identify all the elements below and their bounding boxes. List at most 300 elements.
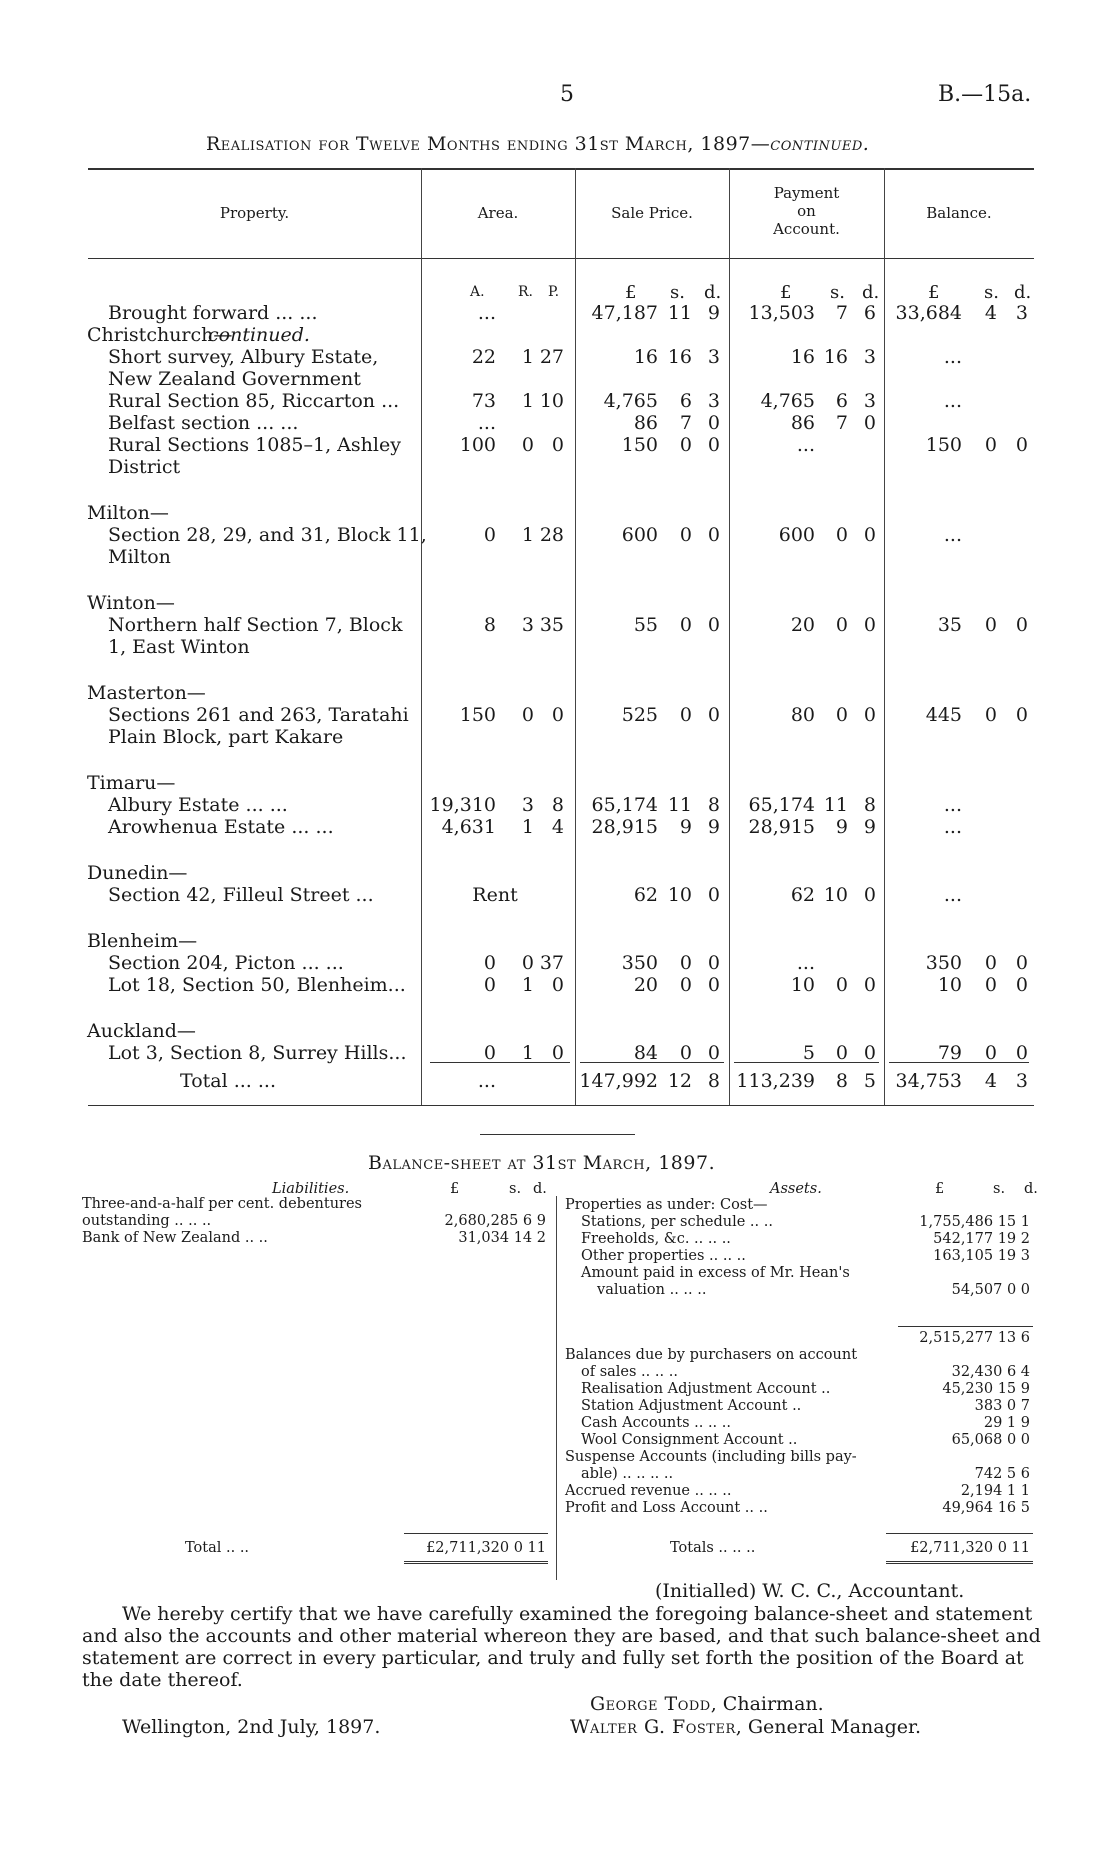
sale-cell: 7 bbox=[679, 412, 692, 434]
paid-cell: 0 bbox=[863, 704, 876, 726]
bal-cell: 33,684 bbox=[895, 302, 962, 324]
area-cell: 8 bbox=[551, 794, 564, 816]
paid-cell: 13,503 bbox=[748, 302, 815, 324]
property-label: Section 204, Picton ... ... bbox=[108, 952, 344, 974]
col-header-payment-line: Payment bbox=[773, 184, 840, 202]
col-header-area: Area. bbox=[477, 204, 519, 222]
area-cell: ... bbox=[477, 302, 496, 324]
sale-cell: 0 bbox=[707, 1042, 720, 1064]
liab-unit-pounds: £ bbox=[450, 1181, 460, 1197]
certification-line: statement are correct in every particular, and truly and fully set forth the position of the Board at bbox=[82, 1647, 1024, 1669]
asset-label: of sales .. .. .. bbox=[581, 1364, 678, 1380]
area-cell: 0 bbox=[483, 952, 496, 974]
balance-sheet-divider bbox=[556, 1196, 557, 1580]
table-row bbox=[0, 502, 1114, 524]
sale-cell: 86 bbox=[633, 412, 658, 434]
unit-roods: R. bbox=[518, 284, 533, 300]
sale-cell: 600 bbox=[621, 524, 658, 546]
sale-cell: 62 bbox=[633, 884, 658, 906]
paid-cell: 4,765 bbox=[760, 390, 815, 412]
property-label: Short survey, Albury Estate, bbox=[108, 346, 379, 368]
sale-cell: 0 bbox=[707, 434, 720, 456]
unit-pence: d. bbox=[862, 282, 880, 303]
liability-value: 2,680,285 6 9 bbox=[444, 1213, 546, 1229]
asset-value: 65,068 0 0 bbox=[951, 1432, 1030, 1448]
paid-cell: 6 bbox=[863, 302, 876, 324]
unit-pounds: £ bbox=[780, 282, 792, 303]
liab-unit-shillings: s. bbox=[509, 1181, 522, 1197]
bal-cell: ... bbox=[943, 390, 962, 412]
property-label: 1, East Winton bbox=[108, 636, 250, 658]
property-label: Plain Block, part Kakare bbox=[108, 726, 344, 748]
property-label: Sections 261 and 263, Taratahi bbox=[108, 704, 409, 726]
bal-cell: ... bbox=[943, 524, 962, 546]
unit-pounds: £ bbox=[928, 282, 940, 303]
sale-cell: 9 bbox=[707, 816, 720, 838]
assets-total-double-rule bbox=[886, 1561, 1033, 1564]
chairman-role: , Chairman. bbox=[710, 1693, 824, 1715]
sale-cell: 350 bbox=[621, 952, 658, 974]
asset-label: Stations, per schedule .. .. bbox=[581, 1214, 773, 1230]
property-label: New Zealand Government bbox=[108, 368, 361, 390]
bal-cell: 35 bbox=[937, 614, 962, 636]
area-cell: Rent bbox=[472, 884, 518, 906]
bal-cell: ... bbox=[943, 794, 962, 816]
sale-cell: 0 bbox=[707, 412, 720, 434]
certification-line: We hereby certify that we have carefully examined the foregoing balance-sheet and statement bbox=[122, 1603, 1033, 1625]
paid-cell: 0 bbox=[835, 614, 848, 636]
sale-cell: 3 bbox=[707, 346, 720, 368]
sale-cell: 55 bbox=[633, 614, 658, 636]
area-cell: 0 bbox=[483, 1042, 496, 1064]
col-header-payment-line: on bbox=[797, 202, 816, 220]
paid-cell: 80 bbox=[790, 704, 815, 726]
table-row bbox=[0, 1020, 1114, 1042]
table-row bbox=[0, 930, 1114, 952]
sale-cell: 65,174 bbox=[591, 794, 658, 816]
asset-unit-shillings: s. bbox=[993, 1181, 1006, 1197]
asset-value: 2,515,277 13 6 bbox=[919, 1330, 1030, 1346]
table-row bbox=[0, 704, 1114, 726]
asset-unit-pence: d. bbox=[1024, 1181, 1038, 1197]
col-header-sale-price: Sale Price. bbox=[611, 204, 693, 222]
property-label: Blenheim— bbox=[87, 930, 198, 952]
paid-cell: 0 bbox=[835, 1042, 848, 1064]
asset-label: Cash Accounts .. .. .. bbox=[581, 1415, 731, 1431]
asset-value: 45,230 15 9 bbox=[942, 1381, 1030, 1397]
area-cell: 0 bbox=[551, 434, 564, 456]
sale-cell: 0 bbox=[679, 952, 692, 974]
area-cell: 0 bbox=[483, 974, 496, 996]
paid-cell: 16 bbox=[790, 346, 815, 368]
sale-cell: 0 bbox=[679, 974, 692, 996]
sale-cell: 16 bbox=[633, 346, 658, 368]
asset-unit-pounds: £ bbox=[935, 1181, 945, 1197]
unit-pounds: £ bbox=[625, 282, 637, 303]
area-cell: 0 bbox=[483, 524, 496, 546]
property-label: Section 28, 29, and 31, Block 11, bbox=[108, 524, 427, 546]
table-title-continued: continued. bbox=[770, 133, 870, 155]
paid-cell: 6 bbox=[835, 390, 848, 412]
chairman-name: George Todd bbox=[590, 1693, 711, 1715]
property-label: Milton bbox=[108, 546, 171, 568]
table-row bbox=[0, 794, 1114, 816]
area-cell: 1 bbox=[521, 346, 534, 368]
paid-cell: 0 bbox=[863, 884, 876, 906]
col-header-property: Property. bbox=[219, 204, 290, 222]
area-cell: 0 bbox=[551, 1042, 564, 1064]
bal-cell: 0 bbox=[1015, 614, 1028, 636]
assets-total-value: £2,711,320 0 11 bbox=[910, 1540, 1030, 1556]
area-cell: 8 bbox=[483, 614, 496, 636]
table-row bbox=[0, 772, 1114, 794]
property-label: Total ... ... bbox=[180, 1070, 276, 1092]
paid-cell: 65,174 bbox=[748, 794, 815, 816]
property-label: Rural Sections 1085–1, Ashley bbox=[108, 434, 401, 456]
property-label: Winton— bbox=[87, 592, 175, 614]
unit-pence: d. bbox=[704, 282, 722, 303]
area-cell: 0 bbox=[521, 952, 534, 974]
bal-cell: 3 bbox=[1015, 1070, 1028, 1092]
asset-label: Freeholds, &c. .. .. .. bbox=[581, 1231, 731, 1247]
area-cell: ... bbox=[477, 1070, 496, 1092]
sale-cell: 0 bbox=[707, 884, 720, 906]
asset-value: 163,105 19 3 bbox=[933, 1248, 1030, 1264]
asset-label: Realisation Adjustment Account .. bbox=[581, 1381, 831, 1397]
sale-cell: 0 bbox=[679, 704, 692, 726]
property-label: Northern half Section 7, Block bbox=[108, 614, 403, 636]
property-label: Christchurch— bbox=[87, 324, 233, 346]
asset-label: Profit and Loss Account .. .. bbox=[565, 1500, 768, 1516]
paid-cell: 0 bbox=[835, 524, 848, 546]
liab-total-double-rule bbox=[404, 1561, 548, 1564]
liability-label: outstanding .. .. .. bbox=[82, 1213, 212, 1229]
paid-cell: 8 bbox=[863, 794, 876, 816]
paid-cell: 9 bbox=[863, 816, 876, 838]
area-cell: 0 bbox=[551, 704, 564, 726]
paid-cell: 5 bbox=[863, 1070, 876, 1092]
property-label: Timaru— bbox=[87, 772, 176, 794]
certification-line: and also the accounts and other material whereon they are based, and that such balance-sheet and bbox=[82, 1625, 1041, 1647]
property-label: District bbox=[108, 456, 181, 478]
col-header-balance: Balance. bbox=[926, 204, 992, 222]
sale-cell: 8 bbox=[707, 794, 720, 816]
bal-cell: 0 bbox=[984, 614, 997, 636]
unit-pence: d. bbox=[1014, 282, 1032, 303]
paid-cell: 28,915 bbox=[748, 816, 815, 838]
sale-cell: 150 bbox=[621, 434, 658, 456]
asset-value: 29 1 9 bbox=[983, 1415, 1030, 1431]
paid-cell: 0 bbox=[863, 524, 876, 546]
area-cell: 0 bbox=[551, 974, 564, 996]
paid-cell: ... bbox=[796, 434, 815, 456]
area-cell: 35 bbox=[539, 614, 564, 636]
bal-cell: 4 bbox=[984, 302, 997, 324]
table-title bbox=[206, 133, 869, 155]
area-cell: 1 bbox=[521, 974, 534, 996]
asset-label: able) .. .. .. .. bbox=[581, 1466, 674, 1482]
assets-heading: Assets. bbox=[770, 1181, 822, 1197]
sale-cell: 28,915 bbox=[591, 816, 658, 838]
bal-cell: 10 bbox=[937, 974, 962, 996]
property-label: Auckland— bbox=[87, 1020, 196, 1042]
assets-total-label: Totals .. .. .. bbox=[670, 1540, 756, 1556]
sale-cell: 16 bbox=[667, 346, 692, 368]
asset-value: 54,507 0 0 bbox=[951, 1282, 1030, 1298]
assets-total-rule bbox=[886, 1533, 1033, 1534]
assets-subtotal-rule bbox=[898, 1326, 1033, 1327]
asset-label: Balances due by purchasers on account bbox=[565, 1347, 858, 1363]
bal-cell: ... bbox=[943, 884, 962, 906]
signature-manager bbox=[570, 1716, 921, 1738]
property-label: Arowhenua Estate ... ... bbox=[108, 816, 334, 838]
paid-cell: 10 bbox=[790, 974, 815, 996]
balance-sheet-title: Balance-sheet at 31st March, 1897. bbox=[368, 1152, 716, 1174]
unit-acres: A. bbox=[470, 284, 485, 300]
table-row bbox=[0, 636, 1114, 658]
property-label: Rural Section 85, Riccarton ... bbox=[108, 390, 400, 412]
sale-cell: 8 bbox=[707, 1070, 720, 1092]
asset-label: Properties as under: Cost— bbox=[565, 1197, 768, 1213]
asset-value: 2,194 1 1 bbox=[960, 1483, 1030, 1499]
sale-cell: 47,187 bbox=[591, 302, 658, 324]
area-cell: 4,631 bbox=[441, 816, 496, 838]
signature-chairman bbox=[590, 1693, 824, 1715]
area-cell: 19,310 bbox=[429, 794, 496, 816]
sale-cell: 525 bbox=[621, 704, 658, 726]
bal-cell: 0 bbox=[984, 1042, 997, 1064]
sale-cell: 84 bbox=[633, 1042, 658, 1064]
area-cell: 37 bbox=[539, 952, 564, 974]
sale-cell: 0 bbox=[707, 614, 720, 636]
table-row bbox=[0, 682, 1114, 704]
table-row bbox=[0, 614, 1114, 636]
bal-cell: 34,753 bbox=[895, 1070, 962, 1092]
sale-cell: 0 bbox=[707, 974, 720, 996]
paid-cell: 7 bbox=[835, 302, 848, 324]
bal-cell: 0 bbox=[1015, 704, 1028, 726]
table-row bbox=[0, 456, 1114, 478]
area-cell: 3 bbox=[521, 614, 534, 636]
asset-label: Wool Consignment Account .. bbox=[581, 1432, 798, 1448]
bal-cell: ... bbox=[943, 346, 962, 368]
bal-cell: 445 bbox=[925, 704, 962, 726]
sale-cell: 11 bbox=[667, 794, 692, 816]
area-cell: ... bbox=[477, 412, 496, 434]
bal-cell: 79 bbox=[937, 1042, 962, 1064]
property-label: Section 42, Filleul Street ... bbox=[108, 884, 374, 906]
table-top-rule bbox=[88, 168, 1034, 170]
asset-value: 383 0 7 bbox=[974, 1398, 1030, 1414]
paid-cell: 0 bbox=[835, 704, 848, 726]
sale-cell: 11 bbox=[667, 302, 692, 324]
sale-cell: 0 bbox=[707, 524, 720, 546]
bal-cell: 3 bbox=[1015, 302, 1028, 324]
table-row bbox=[0, 412, 1114, 434]
total-rule bbox=[889, 1062, 1029, 1063]
place-date: Wellington, 2nd July, 1897. bbox=[122, 1716, 381, 1738]
bal-cell: 0 bbox=[984, 704, 997, 726]
sale-cell: 10 bbox=[667, 884, 692, 906]
table-title-main: Realisation for Twelve Months ending 31st March, 1897— bbox=[206, 133, 771, 155]
bal-cell: 350 bbox=[925, 952, 962, 974]
area-cell: 73 bbox=[471, 390, 496, 412]
area-cell: 1 bbox=[521, 524, 534, 546]
unit-shillings: s. bbox=[670, 282, 685, 303]
sale-cell: 0 bbox=[679, 434, 692, 456]
asset-value: 49,964 16 5 bbox=[942, 1500, 1030, 1516]
property-label: Milton— bbox=[87, 502, 169, 524]
bal-cell: 4 bbox=[984, 1070, 997, 1092]
table-row bbox=[0, 592, 1114, 614]
area-cell: 22 bbox=[471, 346, 496, 368]
area-cell: 0 bbox=[521, 434, 534, 456]
paid-cell: 9 bbox=[835, 816, 848, 838]
property-label-continued: continued. bbox=[208, 324, 310, 346]
asset-label: valuation .. .. .. bbox=[597, 1282, 707, 1298]
page-number: 5 bbox=[560, 82, 574, 107]
sale-cell: 147,992 bbox=[579, 1070, 658, 1092]
liability-value: 31,034 14 2 bbox=[458, 1230, 546, 1246]
sale-cell: 6 bbox=[679, 390, 692, 412]
liability-label: Three-and-a-half per cent. debentures bbox=[82, 1196, 362, 1212]
bal-cell: 0 bbox=[984, 434, 997, 456]
total-rule bbox=[430, 1062, 570, 1063]
sale-cell: 4,765 bbox=[603, 390, 658, 412]
area-cell: 3 bbox=[521, 794, 534, 816]
sale-cell: 20 bbox=[633, 974, 658, 996]
paid-cell: 0 bbox=[835, 974, 848, 996]
property-label: Albury Estate ... ... bbox=[108, 794, 288, 816]
paid-cell: 5 bbox=[802, 1042, 815, 1064]
bal-cell: 0 bbox=[984, 974, 997, 996]
paid-cell: 8 bbox=[835, 1070, 848, 1092]
table-row bbox=[0, 302, 1114, 324]
bal-cell: 0 bbox=[1015, 1042, 1028, 1064]
table-row bbox=[0, 862, 1114, 884]
manager-role: , General Manager. bbox=[735, 1716, 922, 1738]
asset-label: Amount paid in excess of Mr. Hean's bbox=[581, 1265, 850, 1281]
sale-cell: 0 bbox=[679, 1042, 692, 1064]
bal-cell: 0 bbox=[1015, 952, 1028, 974]
property-label: Masterton— bbox=[87, 682, 206, 704]
paid-cell: 0 bbox=[863, 412, 876, 434]
table-row bbox=[0, 1042, 1114, 1064]
paid-cell: 20 bbox=[790, 614, 815, 636]
bal-cell: 0 bbox=[1015, 974, 1028, 996]
sale-cell: 9 bbox=[679, 816, 692, 838]
paid-cell: 62 bbox=[790, 884, 815, 906]
paid-cell: 600 bbox=[778, 524, 815, 546]
property-label: Lot 18, Section 50, Blenheim... bbox=[108, 974, 406, 996]
paid-cell: 0 bbox=[863, 614, 876, 636]
liabilities-heading: Liabilities. bbox=[272, 1181, 350, 1197]
paid-cell: 10 bbox=[823, 884, 848, 906]
area-cell: 100 bbox=[459, 434, 496, 456]
paid-cell: 3 bbox=[863, 346, 876, 368]
property-label: Lot 3, Section 8, Surrey Hills... bbox=[108, 1042, 407, 1064]
table-row bbox=[0, 726, 1114, 748]
table-row bbox=[0, 884, 1114, 906]
table-row bbox=[0, 390, 1114, 412]
paid-cell: 86 bbox=[790, 412, 815, 434]
paid-cell: 7 bbox=[835, 412, 848, 434]
liabilities-total-label: Total .. .. bbox=[185, 1540, 250, 1556]
asset-value: 742 5 6 bbox=[974, 1466, 1030, 1482]
area-cell: 150 bbox=[459, 704, 496, 726]
certification-line: the date thereof. bbox=[82, 1669, 243, 1691]
area-cell: 4 bbox=[551, 816, 564, 838]
paid-cell: 11 bbox=[823, 794, 848, 816]
asset-label: Other properties .. .. .. bbox=[581, 1248, 746, 1264]
table-row bbox=[0, 368, 1114, 390]
paid-cell: 3 bbox=[863, 390, 876, 412]
col-header-payment-line: Account. bbox=[773, 220, 840, 238]
total-rule bbox=[580, 1062, 724, 1063]
paid-cell: 0 bbox=[863, 974, 876, 996]
asset-label: Suspense Accounts (including bills pay- bbox=[565, 1449, 857, 1465]
table-row bbox=[0, 952, 1114, 974]
bal-cell: 0 bbox=[984, 952, 997, 974]
area-cell: 27 bbox=[539, 346, 564, 368]
section-separator bbox=[480, 1134, 635, 1135]
table-row bbox=[0, 816, 1114, 838]
asset-value: 542,177 19 2 bbox=[933, 1231, 1030, 1247]
page-code: B.—15a. bbox=[938, 82, 1032, 107]
sale-cell: 9 bbox=[707, 302, 720, 324]
table-row bbox=[0, 524, 1114, 546]
liability-label: Bank of New Zealand .. .. bbox=[82, 1230, 268, 1246]
initialled-line: (Initialled) W. C. C., Accountant. bbox=[655, 1580, 965, 1602]
sale-cell: 0 bbox=[707, 704, 720, 726]
unit-shillings: s. bbox=[830, 282, 845, 303]
sale-cell: 0 bbox=[707, 952, 720, 974]
table-total-row bbox=[0, 1070, 1114, 1092]
property-label: Brought forward ... ... bbox=[108, 302, 318, 324]
property-label: Belfast section ... ... bbox=[108, 412, 299, 434]
bal-cell: 150 bbox=[925, 434, 962, 456]
area-cell: 1 bbox=[521, 816, 534, 838]
certification-text bbox=[82, 1603, 1041, 1691]
sale-cell: 0 bbox=[679, 614, 692, 636]
unit-shillings: s. bbox=[984, 282, 999, 303]
liab-total-rule bbox=[404, 1533, 548, 1534]
table-header-rule bbox=[88, 258, 1034, 259]
area-cell: 0 bbox=[521, 704, 534, 726]
paid-cell: ... bbox=[796, 952, 815, 974]
bal-cell: 0 bbox=[1015, 434, 1028, 456]
sale-cell: 12 bbox=[667, 1070, 692, 1092]
sale-cell: 3 bbox=[707, 390, 720, 412]
asset-label: Accrued revenue .. .. .. bbox=[565, 1483, 732, 1499]
area-cell: 10 bbox=[539, 390, 564, 412]
unit-perches: P. bbox=[548, 284, 560, 300]
total-rule bbox=[734, 1062, 879, 1063]
asset-value: 1,755,486 15 1 bbox=[919, 1214, 1030, 1230]
asset-value: 32,430 6 4 bbox=[951, 1364, 1030, 1380]
manager-name: Walter G. Foster bbox=[570, 1716, 736, 1738]
bal-cell: ... bbox=[943, 816, 962, 838]
table-row bbox=[0, 324, 1114, 346]
asset-label: Station Adjustment Account .. bbox=[581, 1398, 802, 1414]
paid-cell: 0 bbox=[863, 1042, 876, 1064]
paid-cell: 113,239 bbox=[736, 1070, 815, 1092]
table-row bbox=[0, 346, 1114, 368]
table-row bbox=[0, 434, 1114, 456]
table-row bbox=[0, 546, 1114, 568]
paid-cell: 16 bbox=[823, 346, 848, 368]
col-header-payment bbox=[729, 184, 884, 238]
